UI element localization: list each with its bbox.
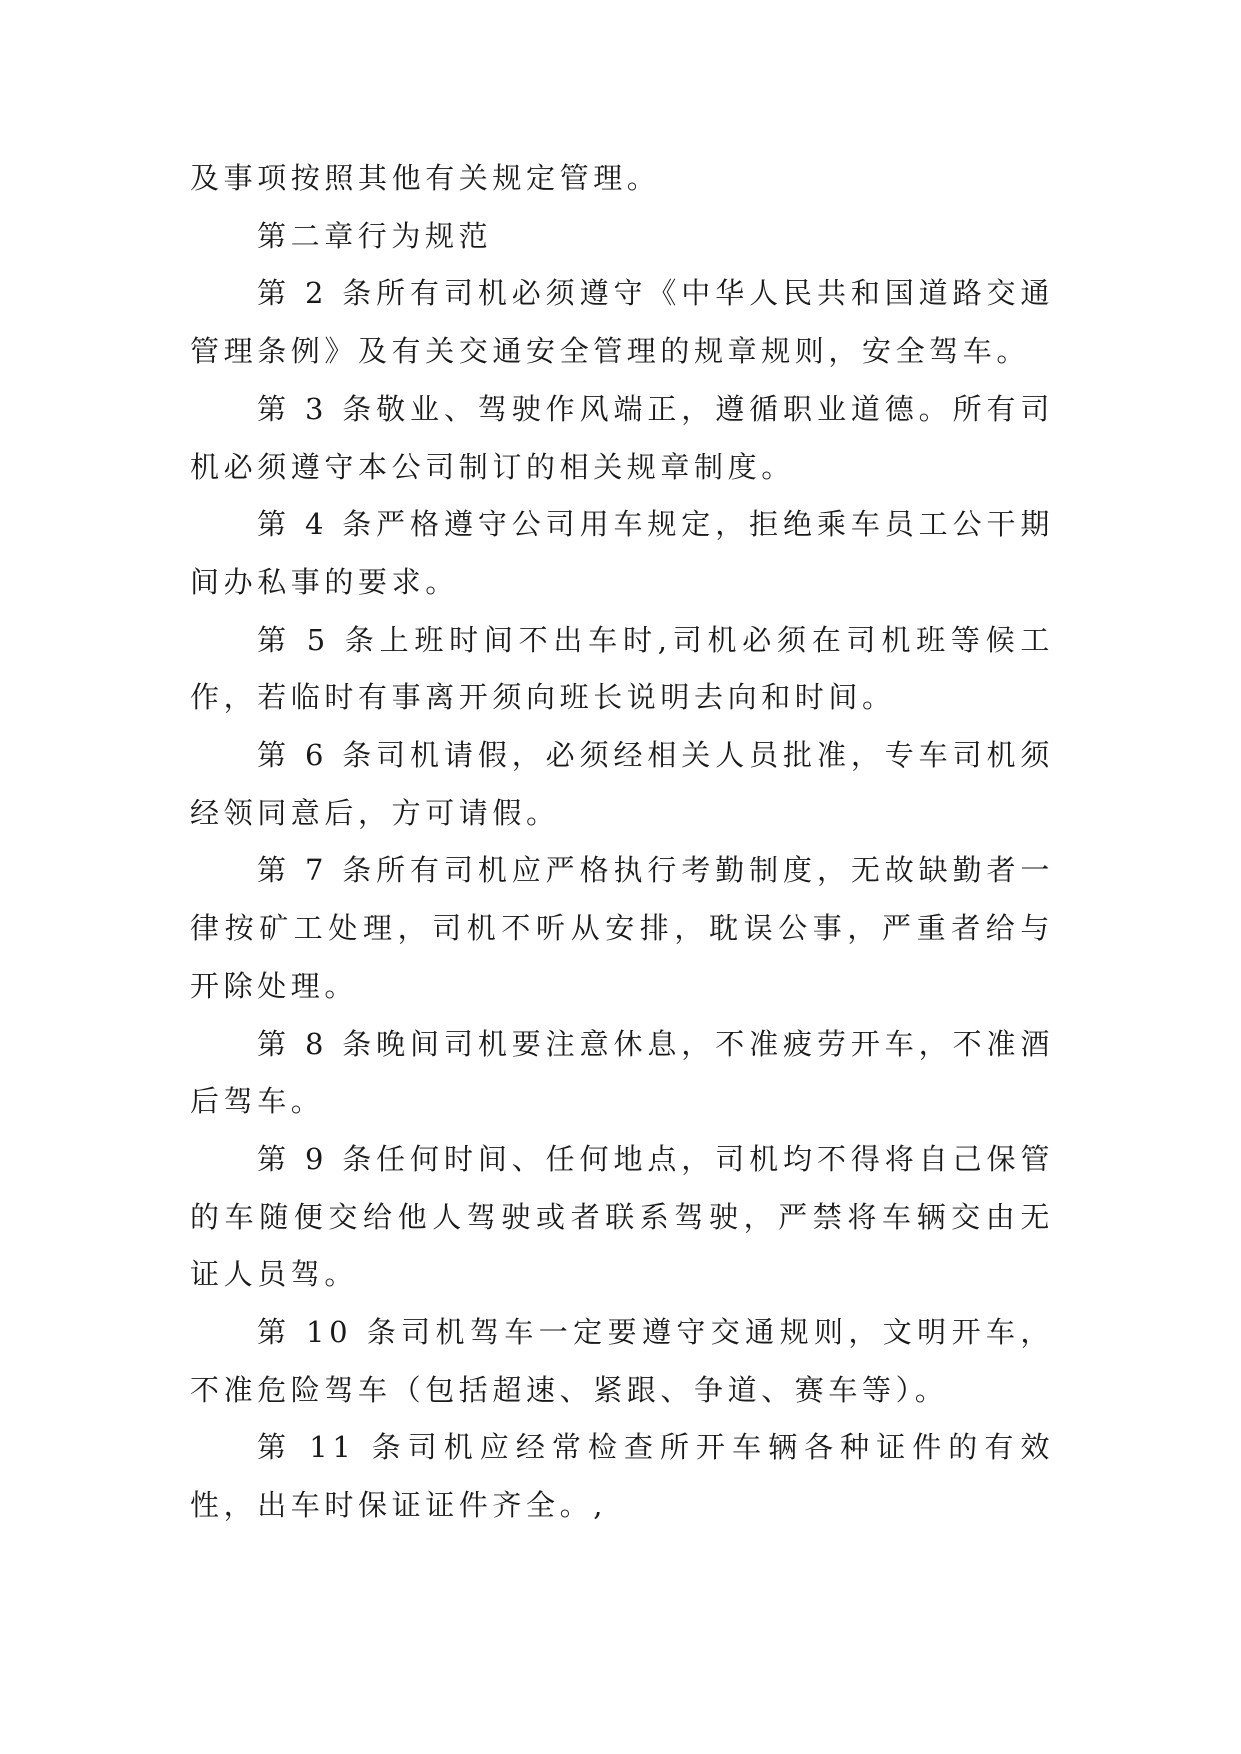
paragraph-continuation: 及事项按照其他有关规定管理。 <box>190 161 661 195</box>
article-paragraph: 第 11 条司机应经常检查所开车辆各种证件的有效性，出车时保证证件齐全。, <box>190 1430 1054 1523</box>
article-paragraph: 第 5 条上班时间不出车时,司机必须在司机班等候工作，若临时有事离开须向班长说明去向和时间。 <box>190 622 1054 715</box>
chapter-heading: 第二章行为规范 <box>257 218 493 253</box>
article-paragraph: 第 7 条所有司机应严格执行考勤制度，无故缺勤者一律按矿工处理，司机不听从安排，耽误公事，严重者给与开除处理。 <box>190 853 1054 1003</box>
article-paragraph: 第 3 条敬业、驾驶作风端正，遵循职业道德。所有司机必须遵守本公司制订的相关规章制度。 <box>190 391 1054 484</box>
article-paragraph: 第 2 条所有司机必须遵守《中华人民共和国道路交通管理条例》及有关交通安全管理的规章规则，安全驾车。 <box>190 276 1054 369</box>
document-page <box>190 150 1054 1535</box>
article-paragraph: 第 10 条司机驾车一定要遵守交通规则，文明开车，不准危险驾车（包括超速、紧跟、争道、赛车等）。 <box>190 1315 1054 1407</box>
article-paragraph: 第 8 条晚间司机要注意休息，不准疲劳开车，不准酒后驾车。 <box>190 1026 1054 1119</box>
article-paragraph: 第 6 条司机请假，必须经相关人员批准，专车司机须经领同意后，方可请假。 <box>190 738 1054 830</box>
article-paragraph: 第 9 条任何时间、任何地点，司机均不得将自己保管的车随便交给他人驾驶或者联系驾驶，严禁将车辆交由无证人员驾。 <box>190 1141 1054 1292</box>
article-paragraph: 第 4 条严格遵守公司用车规定，拒绝乘车员工公干期间办私事的要求。 <box>190 507 1054 599</box>
